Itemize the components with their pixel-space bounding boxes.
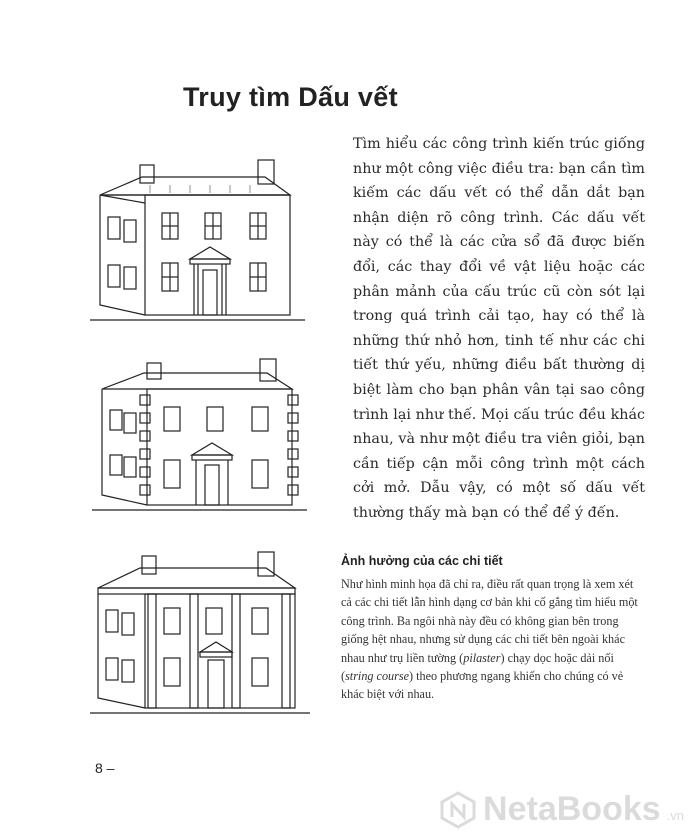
body-paragraph: Tìm hiểu các công trình kiến trúc giống như một công việc điều tra: bạn cần tìm kiếm các dấu vết có thể dẫn dắt bạn nhận diện rõ công trình. Các dấu vết này có thể là các cửa sổ đã được biến đổi, các thay đổi về vật liệu hoặc các phân mảnh của cấu trúc cũ còn sót lại trong quá trình cải tạo, hay có thể là những thứ nhỏ hơn, tinh tế như các chi tiết thứ yếu, những điều bất thường dị biệt làm cho bạn phân vân tại sao công trình lại như thế. Mọi cấu trúc đều khác nhau, và như một điều tra viên giỏi, bạn cần tiếp cận mỗi công trình một cách cởi mở. Dẫu vậy, có một số dấu vết thường thấy mà bạn có thể để ý đến.: [353, 136, 645, 521]
caption-paragraph: [341, 575, 641, 704]
section-heading: Ảnh hưởng của các chi tiết: [341, 554, 503, 568]
caption-term-string-course: string course: [345, 669, 410, 684]
caption-text-2: ) chạy dọc hoặc dải nối (: [341, 650, 614, 684]
watermark: [439, 790, 684, 829]
netabooks-logo-icon: [439, 791, 477, 829]
caption-term-pilaster: pilaster: [463, 650, 501, 665]
house-illustration-plain: [90, 155, 310, 330]
house-illustration-quoins: [92, 355, 312, 515]
watermark-suffix: .vn: [666, 808, 684, 823]
house-illustration-pilasters: [90, 548, 315, 723]
watermark-brand: NetaBooks: [483, 790, 661, 828]
caption-text-1: Như hình minh họa đã chỉ ra, điều rất quan trọng là xem xét cả các chi tiết lẫn hình dạng cơ bản khi cố gắng tìm hiểu một công trình. Ba ngôi nhà này đều có không gian bên trong giống hệt nhau, nhưng sử dụng các chi tiết bên ngoài khác nhau như trụ liền tường (: [341, 577, 638, 665]
page-title: Truy tìm Dấu vết: [183, 82, 398, 112]
page-number: 8 –: [95, 760, 115, 776]
caption-text-3: ) theo phương ngang khiến cho chúng có vẻ khác biệt với nhau.: [341, 669, 624, 702]
